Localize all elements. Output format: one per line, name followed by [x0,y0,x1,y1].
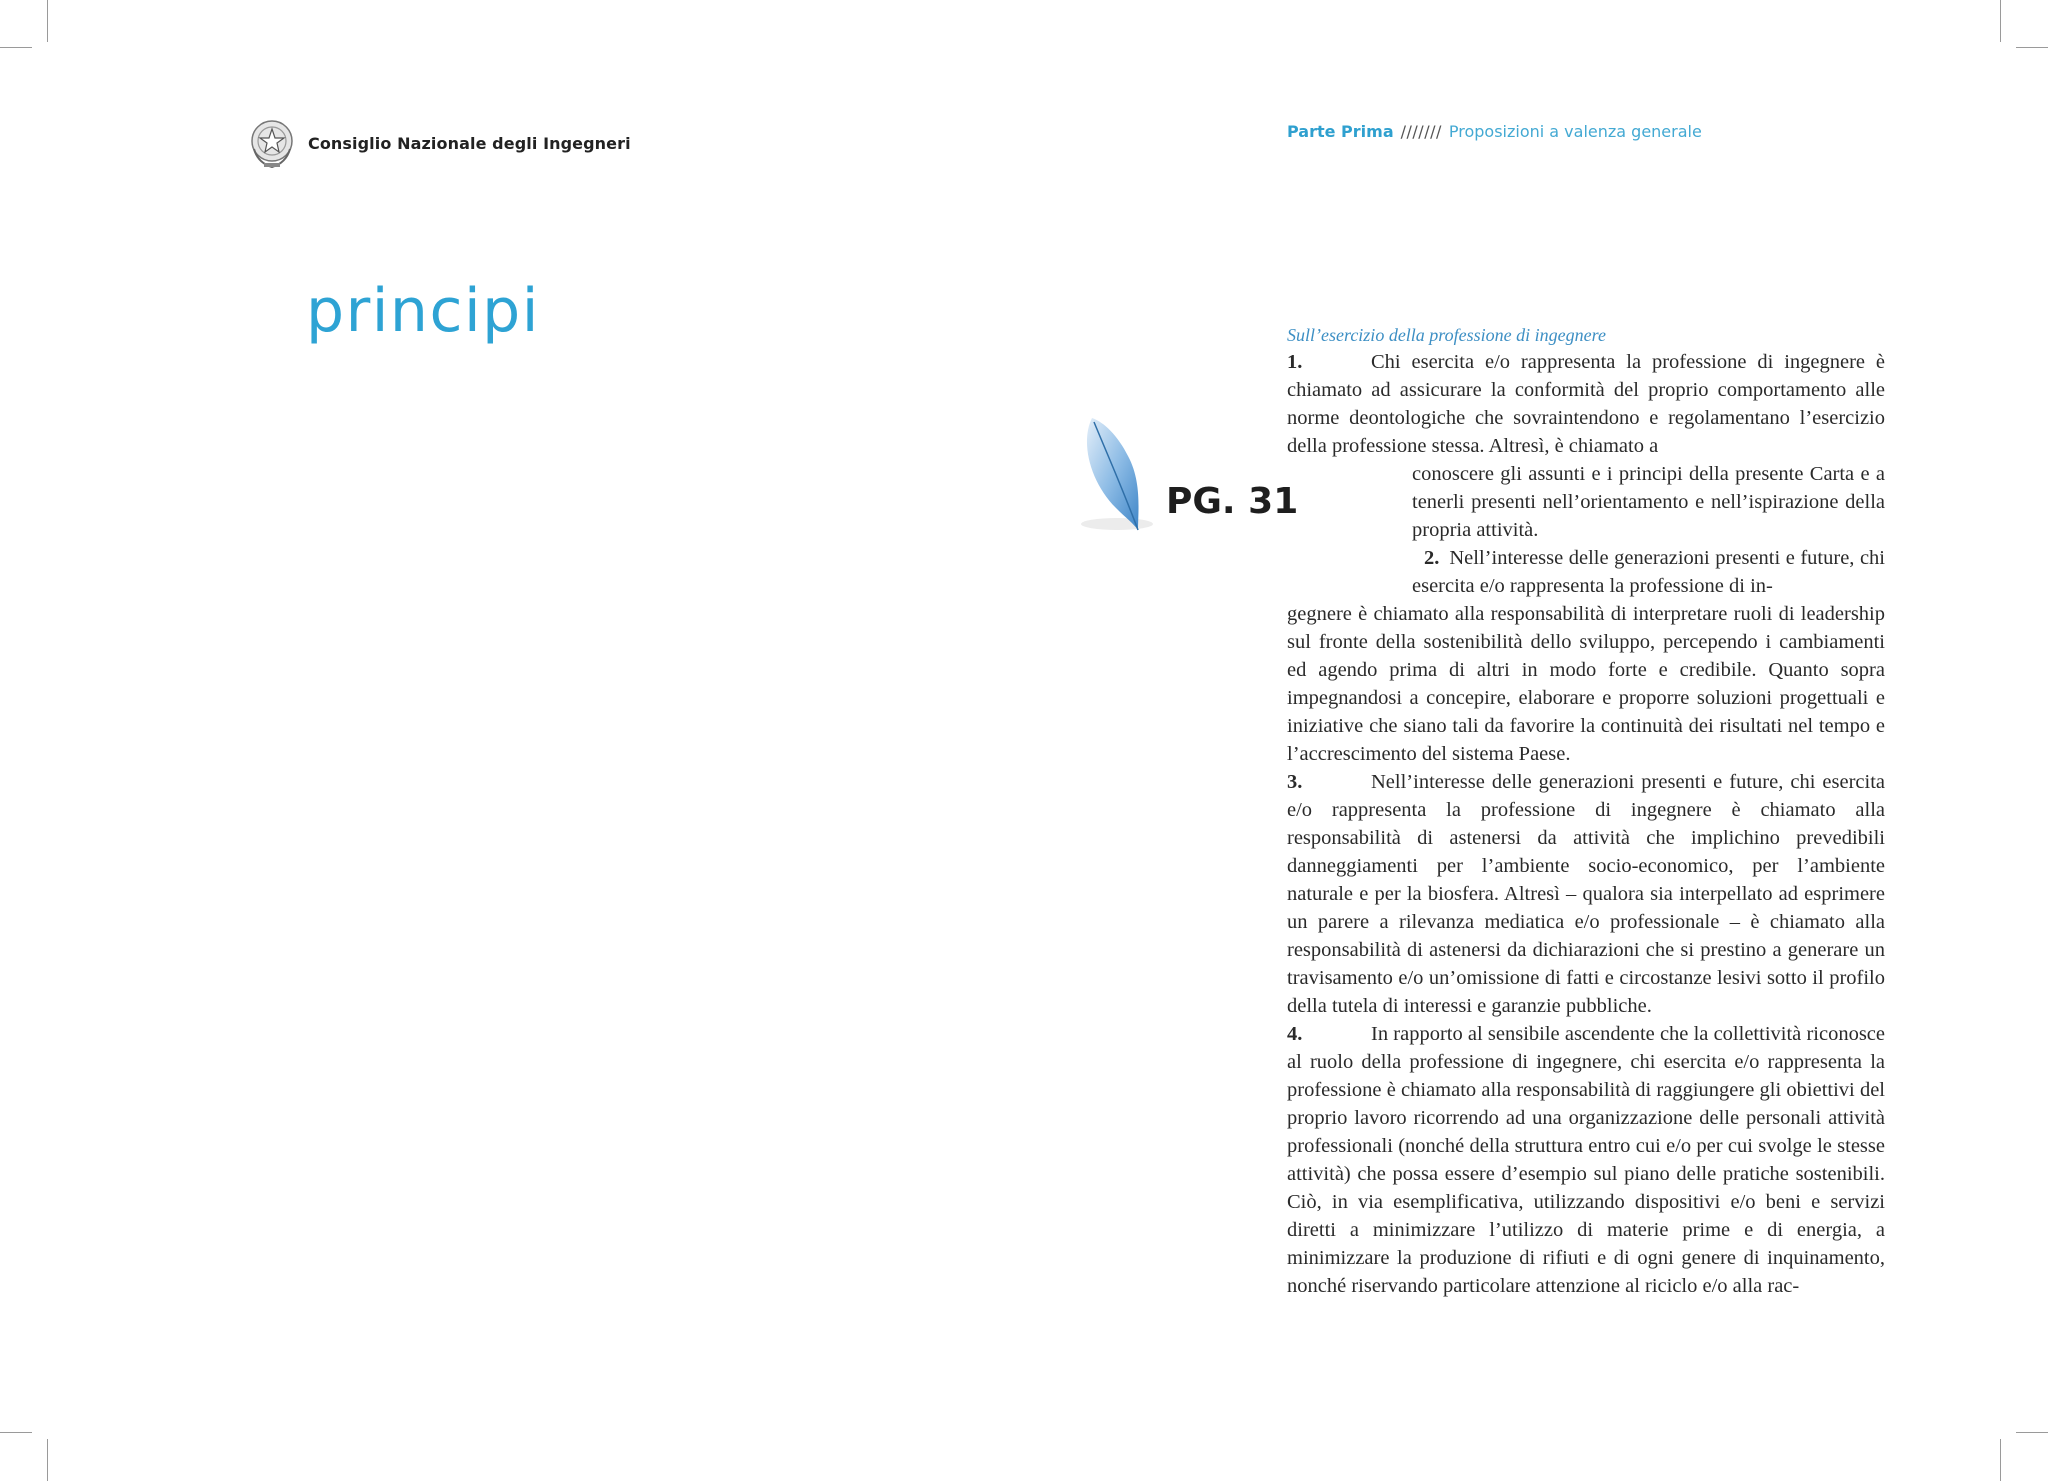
paragraph-2-continued: gegnere è chiamato alla responsabilità di interpretare ruoli di leadership sul fronte della sostenibilità dello sviluppo, percependo i cambiamenti ed agendo prima di altri in modo forte e credibile. Quanto sopra impegnandosi a concepire, elaborare e proporre soluzioni progettuali e iniziative che siano tali da favorire la continuità dei risultati nel tempo e l’accrescimento del sistema Paese. [1287,603,1885,765]
paragraph-2 [1412,544,1885,600]
article-body [1287,322,1885,1300]
paragraph-number: 1. [1287,351,1303,373]
paragraph-number: 4. [1287,1023,1303,1045]
paragraph-3 [1287,768,1885,1020]
paragraph-1 [1287,348,1885,460]
paragraph-text: In rapporto al sensibile ascendente che la collettività riconosce al ruolo della professione di ingegnere, chi esercita e/o rappresenta la professione è chiamato alla responsabilità di raggiungere gli obiettivi del proprio lavoro ricorrendo ad una organizzazione delle personali attività professionali (nonché della struttura entro cui e/o per cui svolge le stesse attività) che possa essere d’esempio sul piano delle pratiche sostenibili. Ciò, in via esemplificativa, utilizzando dispositivi e/o beni e servizi diretti a minimizzare l’utilizzo di materie prime e di energia, a minimizzare la produzione di rifiuti e di ogni genere di inquinamento, nonché riservando particolare attenzione al riciclo e/o alla rac- [1287,1023,1885,1297]
crop-mark [2000,1439,2001,1481]
part-subtitle: Proposizioni a valenza generale [1448,122,1702,141]
paragraph-text: Chi esercita e/o rappresenta la professione di ingegnere è chiamato ad assicurare la conformità del proprio comportamento alle norme deontologiche che sovraintendono e regolamentano l’esercizio della professione stessa. Altresì, è chiamato a [1287,351,1885,457]
page-header-left [248,115,631,171]
part-label: Parte Prima [1287,122,1394,141]
subsection-title: Sull’esercizio della professione di ingegnere [1287,325,1606,345]
feather-icon [1072,412,1162,542]
running-header [1287,122,1702,141]
indented-block [1412,460,1885,600]
crop-mark [47,0,48,42]
section-title: principi [306,276,540,346]
italian-republic-emblem-icon [248,115,296,171]
crop-mark [2016,1432,2048,1433]
crop-mark [0,47,32,48]
crop-mark [2000,0,2001,42]
crop-mark [2016,47,2048,48]
header-separator: /////// [1400,122,1442,141]
paragraph-number: 3. [1287,771,1303,793]
crop-mark [0,1432,32,1433]
organization-name: Consiglio Nazionale degli Ingegneri [308,133,631,153]
page-reference: PG. 31 [1166,481,1299,522]
paragraph-text: Nell’interesse delle generazioni presenti e future, chi esercita e/o rappresenta la professione di ingegnere è chiamato alla responsabilità di astenersi da attività che implichino prevedibili danneggiamenti per l’ambiente socio-economico, per l’ambiente naturale e per la biosfera. Altresì – qualora sia interpellato ad esprimere un parere a rilevanza mediatica e/o professionale – è chiamato alla responsabilità di astenersi da dichiarazioni che si prestino a generare un travisamento e/o un’omissione di fatti e circostanze lesivi sotto il profilo della tutela di interessi e garanzie pubbliche. [1287,771,1885,1017]
paragraph-number: 2. [1424,547,1440,569]
paragraph-text: Nell’interesse delle generazioni presenti e future, chi esercita e/o rappresenta la professione di in- [1412,547,1885,597]
paragraph-1-continued: conoscere gli assunti e i principi della presente Carta e a tenerli presenti nell’orientamento e nell’ispirazione della propria attività. [1412,463,1885,541]
paragraph-4 [1287,1020,1885,1300]
crop-mark [47,1439,48,1481]
